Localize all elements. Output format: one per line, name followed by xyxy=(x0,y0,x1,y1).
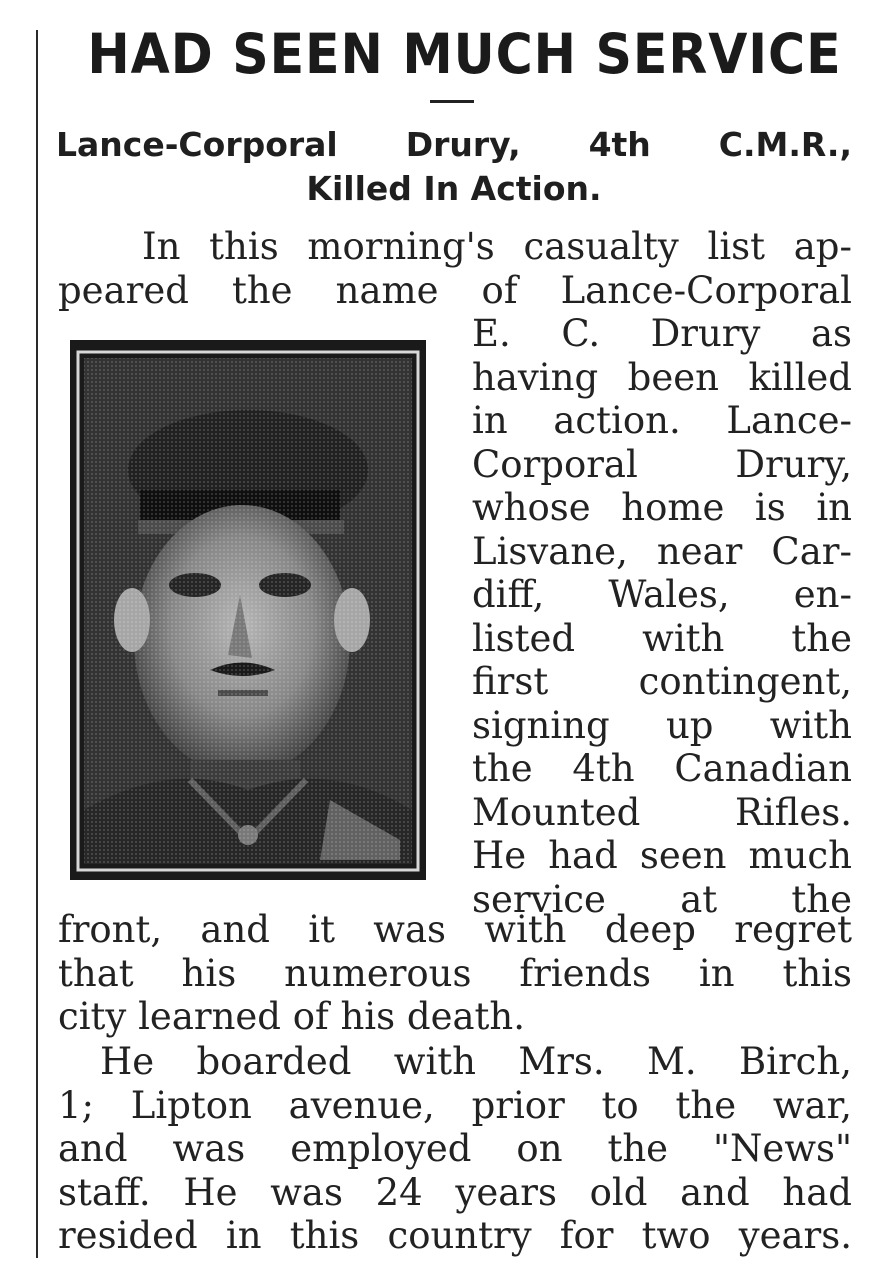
text-line: He boarded with Mrs. M. Birch, xyxy=(100,1040,852,1083)
text-line: resided in this country for two years. xyxy=(58,1214,852,1257)
text-line: staff. He was 24 years old and had xyxy=(58,1170,852,1214)
text-line: front, and it was with deep regret xyxy=(58,908,852,951)
text-line: Mounted Rifles. xyxy=(472,790,852,834)
paragraph-1-tail xyxy=(58,908,852,1039)
text-line: first contingent, xyxy=(472,660,852,703)
text-line: in action. Lance- xyxy=(472,399,852,442)
text-line: peared the name of Lance-Corporal xyxy=(58,268,852,312)
paragraph-1-lead xyxy=(58,225,852,312)
text-line: whose home is in xyxy=(472,486,852,529)
subheadline-line: Killed In Action. xyxy=(306,169,602,208)
text-line: city learned of his death. xyxy=(58,995,525,1038)
headline-divider xyxy=(430,100,474,103)
text-line: diff, Wales, en- xyxy=(472,573,852,616)
text-line: having been killed xyxy=(472,355,852,399)
text-line: that his numerous friends in this xyxy=(58,951,852,995)
text-line: service at the xyxy=(472,877,852,921)
text-line: the 4th Canadian xyxy=(472,747,852,790)
text-line: E. C. Drury as xyxy=(472,312,852,355)
text-line: and was employed on the "News" xyxy=(58,1127,852,1170)
text-line: In this morning's casualty list ap- xyxy=(142,225,852,268)
paragraph-1-wrap xyxy=(472,312,852,921)
text-line: He had seen much xyxy=(472,834,852,877)
subheadline xyxy=(56,123,852,211)
text-line: Lisvane, near Car- xyxy=(472,529,852,573)
paragraph-2 xyxy=(58,1040,852,1258)
text-line: 1; Lipton avenue, prior to the war, xyxy=(58,1083,852,1127)
text-line: signing up with xyxy=(472,703,852,747)
subheadline-line: Lance-Corporal Drury, 4th C.M.R., xyxy=(56,125,852,164)
portrait-photo-icon xyxy=(70,340,426,880)
text-line: listed with the xyxy=(472,616,852,660)
column-rule xyxy=(36,30,38,1258)
text-line: Corporal Drury, xyxy=(472,442,852,486)
portrait-photo-icon xyxy=(70,340,426,880)
headline: HAD SEEN MUCH SERVICE xyxy=(87,22,842,86)
